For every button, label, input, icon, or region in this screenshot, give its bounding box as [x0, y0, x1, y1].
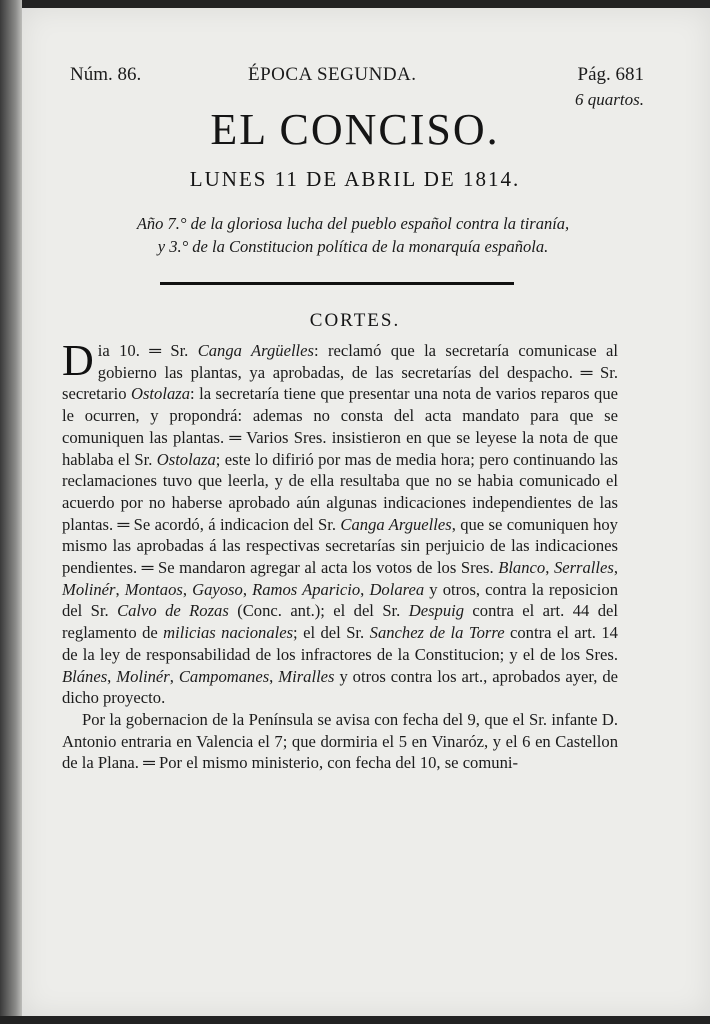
epoch-label: ÉPOCA SEGUNDA. [248, 64, 417, 85]
italic-name: Dolarea [369, 579, 425, 599]
text-run: ; este lo difirió por mas de media hora; pero continuando las reclamaciones tuvo que leerla, y de ella resultaba que no se habia comunicado el acuerdo por no haberse aprobado aún algunas indicaciones independientes de las plantas. ═ Se acordó, á indicacion del Sr. [62, 449, 618, 534]
text-run: , que se comuniquen hoy mismo las aprobadas á las respectivas secretarías sin perjuicio de las indicaciones pendientes. ═ Se mandaron agregar al acta los votos de los Sres. [62, 514, 618, 578]
italic-name: Ramos Aparicio [252, 579, 361, 599]
text-run: , [613, 558, 619, 578]
italic-name: Molinér [62, 579, 116, 599]
text-run: y otros contra los art., aprobados ayer, de dicho proyecto. [62, 666, 619, 708]
italic-name: Ostolaza [156, 449, 216, 469]
scan-top-edge [0, 0, 710, 8]
text-run: contra el art. 44 del reglamento de [62, 601, 618, 643]
text-run: , [360, 579, 370, 599]
motto-line-1: Año 7.° de la gloriosa lucha del pueblo español contra la tiranía, [136, 214, 570, 233]
italic-name: Campomanes [178, 666, 270, 686]
text-run: y otros, contra la reposicion del Sr. [62, 579, 619, 621]
italic-name: Canga Arguelles [340, 514, 452, 534]
italic-name: Calvo de Rozas [117, 601, 229, 621]
text-run: , [545, 558, 554, 578]
italic-name: Ostolaza [130, 384, 190, 404]
italic-name: Montaos [124, 579, 183, 599]
text-run: (Conc. ant.); el del Sr. [228, 601, 409, 621]
header-rule [160, 282, 514, 285]
drop-cap: D [62, 336, 94, 385]
page-header [70, 64, 644, 88]
section-title: CORTES. [309, 310, 401, 331]
price-label: 6 quartos. [575, 90, 644, 109]
paragraph-1 [62, 336, 619, 709]
issue-number: Núm. 86. [70, 64, 142, 85]
text-run: ia 10. ═ Sr. [97, 341, 198, 360]
text-run: , [182, 579, 193, 599]
italic-name: Serralles [553, 558, 614, 578]
motto [60, 212, 646, 258]
text-run: , [115, 579, 125, 599]
italic-name: milicias nacionales [163, 623, 294, 643]
italic-name: Sanchez de la Torre [369, 623, 505, 643]
italic-name: Blanco [498, 558, 546, 578]
page-number: Pág. 681 [577, 64, 644, 85]
italic-name: Canga Argüelles [197, 341, 314, 360]
italic-name: Blánes [62, 666, 108, 686]
text-run: , [169, 666, 179, 686]
text-run: ; el del Sr. [293, 623, 370, 643]
text-run: : la secretaría tiene que presentar una nota de varios reparos que le ocurren, y propondrá: ademas no consta del acta mandato para que se comuniquen las plantas. ═ Varios Sres. insistieron en que se leyese la nota de que hablaba el Sr. [62, 384, 619, 469]
newspaper-title: EL CONCISO. [210, 105, 500, 154]
paragraph-2: Por la gobernacion de la Península se avisa con fecha del 9, que el Sr. infante D. Antonio entraria en Valencia el 7; que dormiria el 5 en Vinaróz, y el 6 en Castellon de la Plana. ═ Por el mismo ministerio, con fecha del 10, se comuni- [62, 709, 618, 773]
italic-name: Miralles [278, 666, 335, 686]
motto-line-2: y 3.° de la Constitucion política de la monarquía española. [157, 237, 549, 256]
text-run: : reclamó que la secretaría comunicase al gobierno las plantas, ya aprobadas, de las secretarías del despacho. ═ Sr. secretario [62, 341, 618, 404]
article-body [62, 336, 619, 774]
text-run: contra el art. 14 de la ley de responsabilidad de los infractores de la Constitucion; y el de los Sres. [62, 623, 618, 664]
text-run: , [242, 579, 253, 599]
issue-date: LUNES 11 DE ABRIL DE 1814. [189, 167, 521, 191]
text-run: , [269, 666, 279, 686]
text-run: , [107, 666, 117, 686]
italic-name: Gayoso [192, 579, 243, 599]
italic-name: Despuig [408, 601, 465, 621]
italic-name: Molinér [116, 666, 170, 686]
scan-bottom-edge [0, 1016, 710, 1024]
